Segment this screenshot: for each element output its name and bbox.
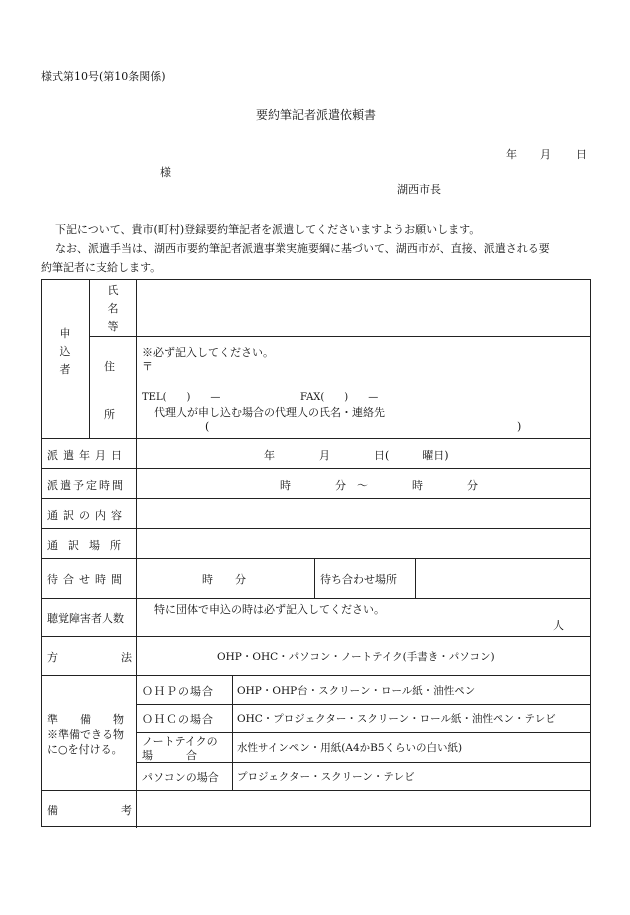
remarks-input-area[interactable] — [138, 792, 590, 826]
prep-label-line-3: に○を付ける。 — [47, 743, 123, 756]
dispatch-date-label: 派遣年月日 — [47, 449, 127, 462]
addressee-suffix: 様 — [160, 166, 171, 179]
prep-notetake-items[interactable]: 水性サインペン・用紙(A4かB5くらいの白い紙) — [237, 742, 463, 754]
method-label-a: 方 — [47, 651, 58, 664]
meet-place-label: 待ち合わせ場所 — [320, 573, 397, 586]
name-input-area[interactable] — [138, 280, 590, 335]
meet-time-label: 待合せ時間 — [47, 573, 127, 586]
required-note: ※必ず記入してください。 — [142, 346, 274, 359]
prep-ohp-items[interactable]: OHP・OHP台・スクリーン・ロール紙・油性ペン — [237, 685, 476, 697]
hearing-impaired-count-label: 聴覚障害者人数 — [47, 612, 124, 625]
prep-ohc-label: ＯＨＣの場合 — [142, 713, 214, 726]
page-title: 要約筆記者派遣依頼書 — [256, 108, 377, 122]
place-label: 通訳場所 — [47, 539, 131, 552]
prep-pc-label: パソコンの場合 — [142, 771, 219, 784]
name-label: 氏 名 等 — [107, 284, 119, 333]
sender: 湖西市長 — [397, 183, 441, 196]
place-input-area[interactable] — [138, 529, 590, 557]
method-label-b: 法 — [121, 651, 132, 664]
dispatch-date-value[interactable]: 年 月 日( 曜日) — [264, 449, 449, 462]
hearing-unit[interactable]: 人 — [553, 619, 564, 632]
intro-paragraph-2-line-2: 約筆記者に支給します。 — [41, 261, 162, 274]
date-month: 月 — [540, 148, 551, 161]
hearing-note: 特に団体で申込の時は必ず記入してください。 — [154, 603, 385, 616]
proxy-note: 代理人が申し込む場合の代理人の氏名・連絡先 — [154, 406, 385, 419]
dispatch-time-label: 派遣予定時間 — [47, 479, 125, 492]
prep-label-line-2: ※準備できる物 — [47, 728, 124, 741]
method-options[interactable]: OHP・OHC・パソコン・ノートテイク(手書き・パソコン) — [217, 651, 495, 663]
remarks-label-a: 備 — [47, 804, 58, 817]
request-form-table — [41, 279, 591, 827]
prep-ohc-items[interactable]: OHC・プロジェクター・スクリーン・ロール紙・油性ペン・テレビ — [237, 713, 556, 725]
paren-open: ( — [205, 420, 210, 433]
prep-notetake-label-a: ノートテイクの — [142, 735, 218, 748]
intro-paragraph-1: 下記について、貴市(町村)登録要約筆記者を派遣してくださいますようお願いします。 — [55, 223, 481, 236]
meet-place-input-area[interactable] — [416, 559, 590, 597]
content-label: 通訳の内容 — [47, 509, 127, 522]
prep-ohp-label: ＯＨＰの場合 — [142, 685, 214, 698]
intro-paragraph-2-line-1: なお、派遣手当は、湖西市要約筆記者派遣事業実施要綱に基づいて、湖西市が、直接、派遣される要 — [55, 242, 550, 255]
date-day: 日 — [576, 148, 587, 161]
prep-pc-items[interactable]: プロジェクター・スクリーン・テレビ — [237, 771, 415, 783]
content-input-area[interactable] — [138, 499, 590, 527]
prep-notetake-label-b: 場 合 — [142, 749, 197, 762]
applicant-label: 申 込 者 — [59, 327, 71, 376]
prep-label-line-1: 準 備 物 — [47, 713, 124, 726]
postal-mark: 〒 — [142, 360, 153, 373]
date-year: 年 — [506, 148, 517, 161]
remarks-label-b: 考 — [121, 804, 132, 817]
meet-time-value[interactable]: 時 分 — [202, 573, 246, 586]
fax-field[interactable]: FAX( ) — — [300, 392, 379, 403]
dispatch-time-value[interactable]: 時 分 ～ 時 分 — [280, 479, 478, 492]
address-label-bottom: 所 — [104, 408, 115, 421]
form-number: 様式第10号(第10条関係) — [41, 70, 166, 83]
tel-field[interactable]: TEL( ) — — [142, 392, 221, 403]
paren-close: ) — [517, 420, 522, 433]
address-label-top: 住 — [104, 360, 115, 373]
